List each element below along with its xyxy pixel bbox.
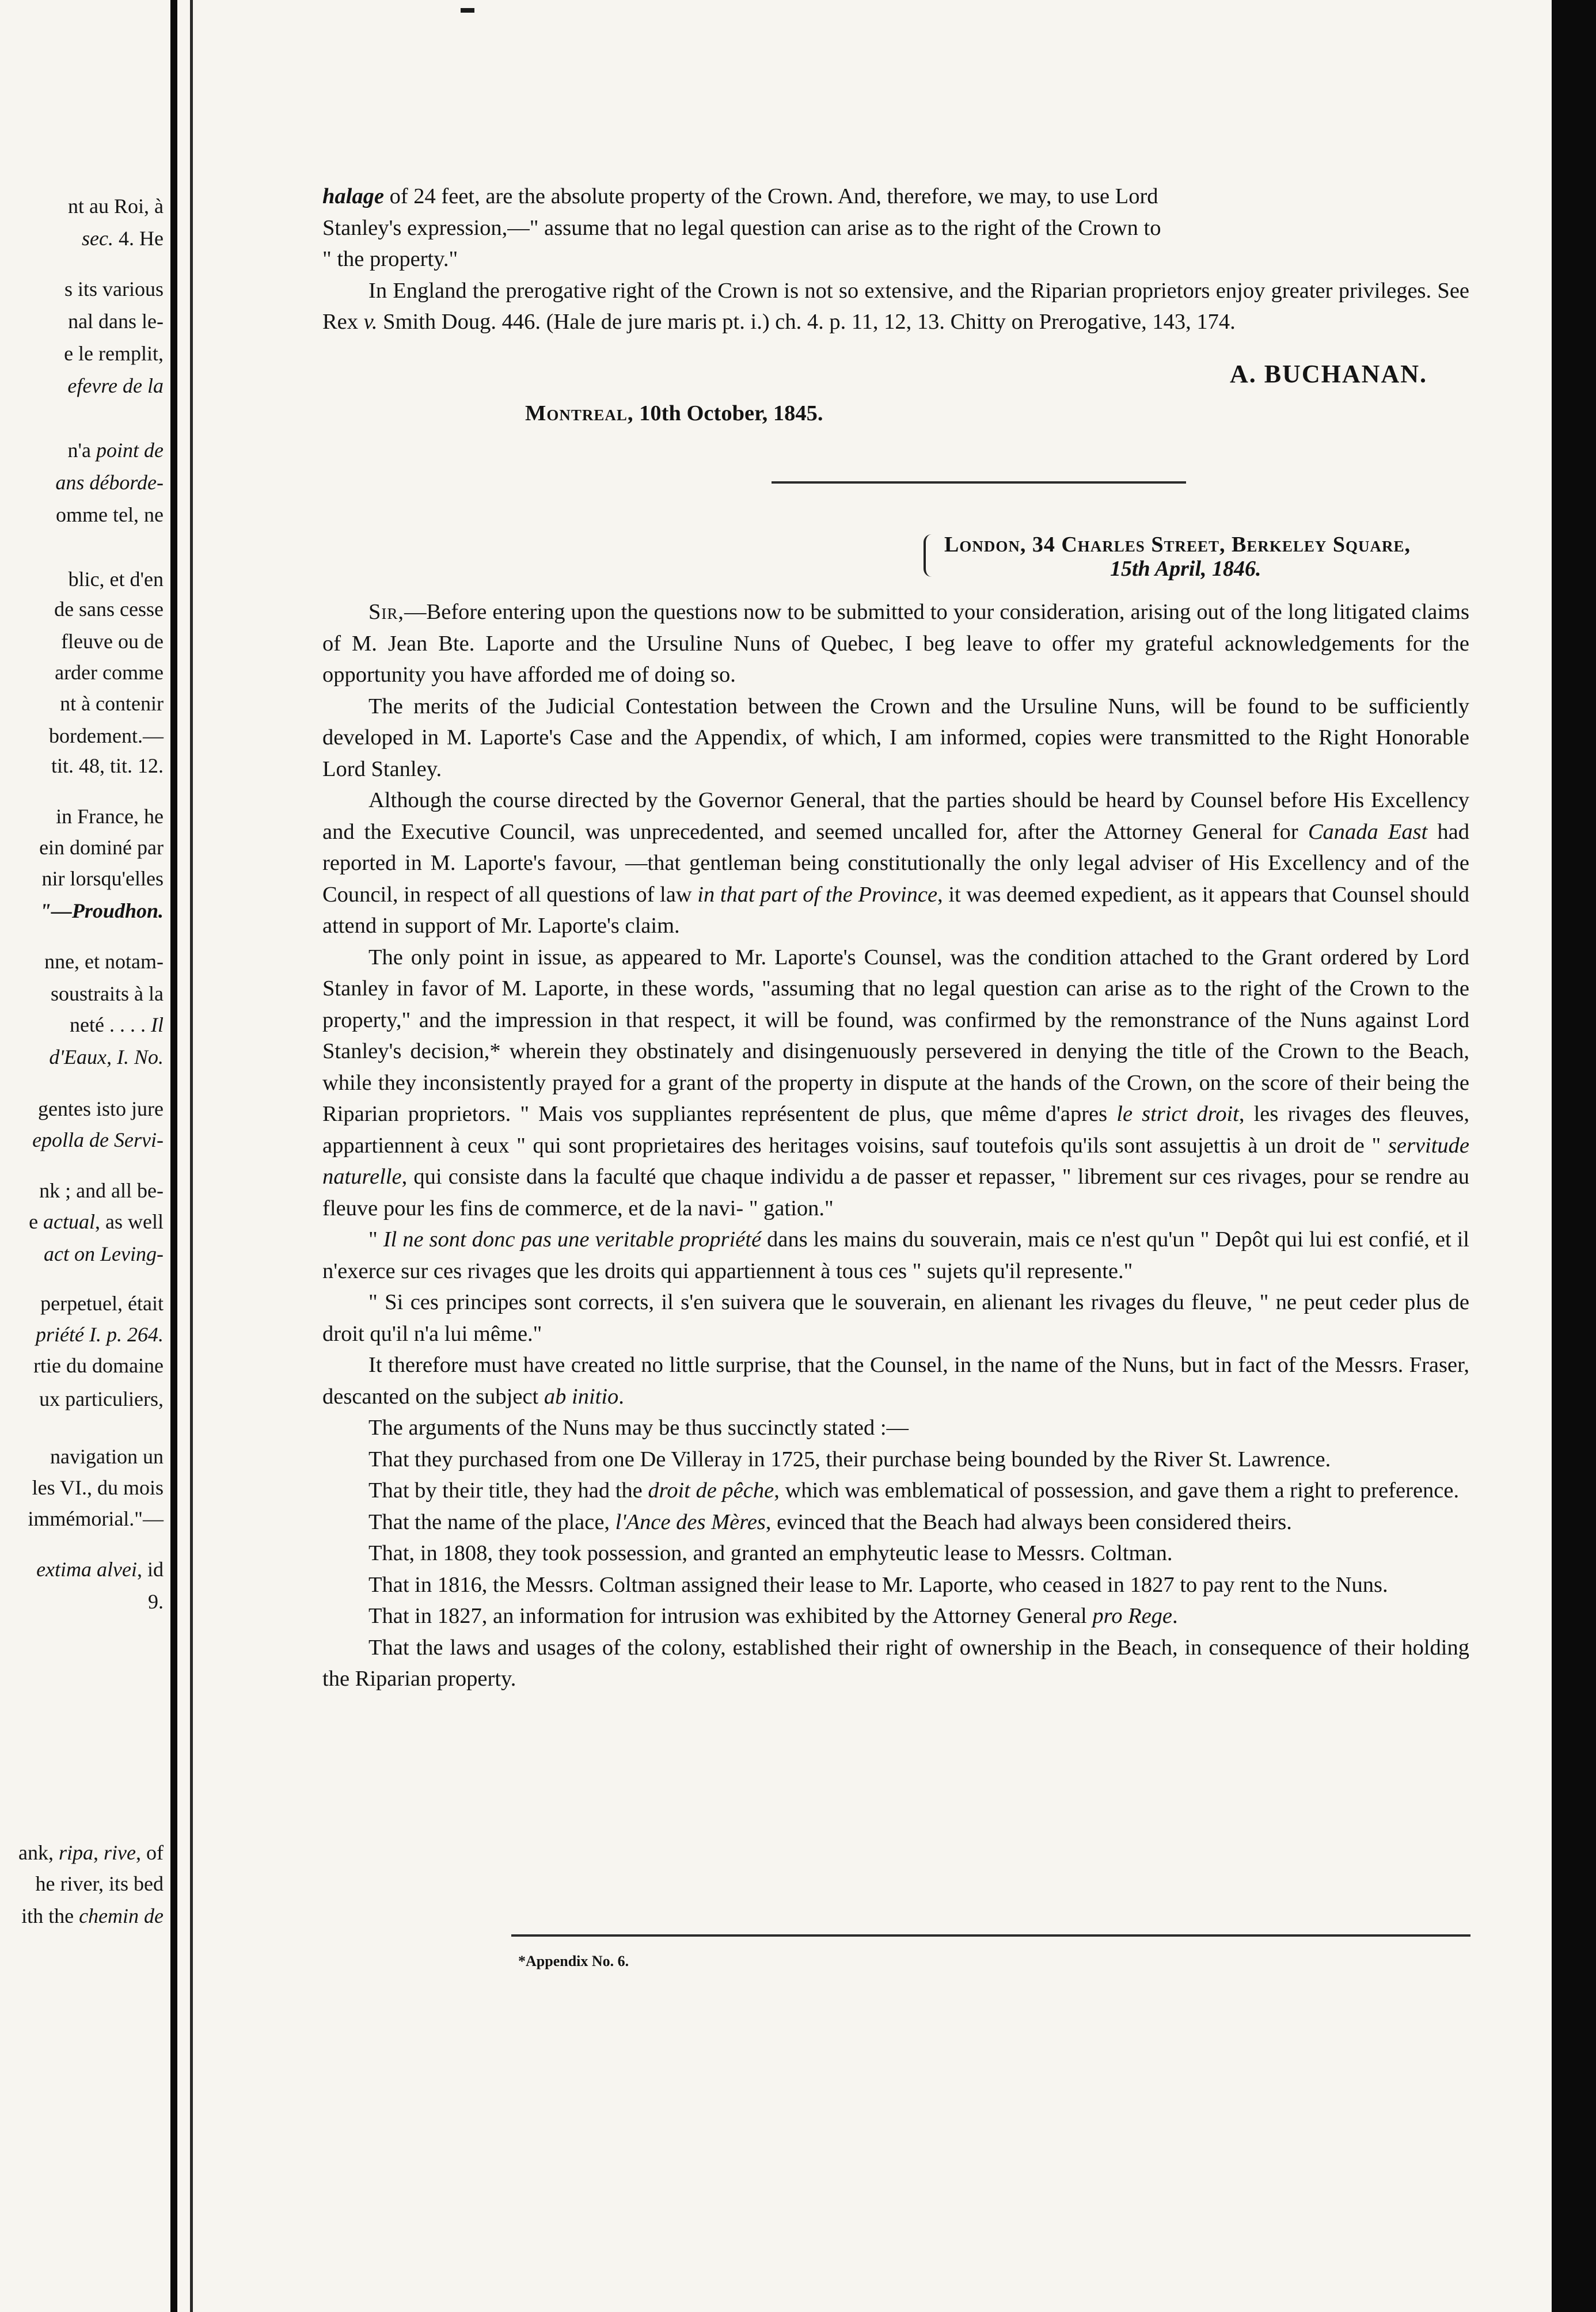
letter-paragraph: That the laws and usages of the colony, established their right of ownership in the Beach, in consequence of their holding the Riparian property. xyxy=(322,1635,1469,1691)
left-text-fragment: gentes isto jure xyxy=(38,1097,164,1120)
left-text-fragment: nt à contenir xyxy=(60,692,164,715)
dateline-date: 10th October, 1845. xyxy=(639,401,823,425)
page-gutter xyxy=(170,0,177,2312)
opening-line-3: " the property." xyxy=(322,247,458,271)
opening-line-2: Stanley's expression,—" assume that no legal question can arise as to the right of the Crown to xyxy=(322,215,1161,240)
letter-paragraph: The only point in issue, as appeared to Mr. Laporte's Counsel, was the condition attached to the Grant ordered by Lord Stanley in favor of M. Laporte, in these words, "assuming that no legal question can arise as to the right of the Crown to the property," and the impression in that respect, it will be found, was confirmed by the remonstrance of the Nuns against Lord Stanley's decision,* wherein they obstinately and disingenuously persevered in denying the title of the Crown to the Beach, while they inconsistently prayed for a grant of the property in dispute at the hands of the Crown, on the score of their being the Riparian proprietors. " Mais vos suppliantes représentent de plus, que même d'apres le strict droit, les rivages des fleuves, appartiennent à ceux " qui sont proprietaires des heritages voisins, sauf toutefois qu'ils sont assujettis à un droit de " servitude naturelle, qui consiste dans la faculté que chaque individu a de passer et repasser, " librement sur ces rivages, pour se rendre au fleuve pour les fins de commerce, et de la navi- " gation." xyxy=(322,945,1470,1220)
letter-paragraph: Sir,—Before entering upon the questions now to be submitted to your consideration, arising out of the long litigated claims of M. Jean Bte. Laporte and the Ursuline Nuns of Quebec, I beg leave to offer my grateful acknowledgements for the opportunity you have afforded me of doing so. xyxy=(322,600,1469,687)
left-text-fragment: n'a point de xyxy=(67,439,164,462)
left-text-fragment: in France, he xyxy=(56,805,164,828)
left-text-fragment: priété I. p. 264. xyxy=(36,1323,164,1346)
halage-word: halage xyxy=(322,184,384,208)
signature: A. BUCHANAN. xyxy=(1230,360,1427,388)
left-text-fragment: "—Proudhon. xyxy=(39,899,164,922)
left-text-fragment: blic, et d'en xyxy=(68,568,164,591)
left-text-fragment: neté . . . . Il xyxy=(70,1013,164,1036)
left-page-fragment xyxy=(0,0,170,2312)
scan-border xyxy=(1552,0,1596,2312)
left-text-fragment: nal dans le- xyxy=(68,310,164,333)
letter-paragraph: That by their title, they had the droit de pêche, which was emblematical of possession, and gave them a right to preference. xyxy=(368,1478,1460,1503)
left-text-fragment: omme tel, ne xyxy=(56,503,164,526)
left-text-fragment: nt au Roi, à xyxy=(68,195,164,218)
left-text-fragment: s its various xyxy=(64,277,164,301)
left-text-fragment: rtie du domaine xyxy=(33,1354,164,1377)
opening-line-1 xyxy=(322,181,1469,212)
letter-paragraph: The merits of the Judicial Contestation between the Crown and the Ursuline Nuns, will be found to be sufficiently developed in M. Laporte's Case and the Appendix, of which, I am informed, copies were transmitted to the Right Honorable Lord Stanley. xyxy=(322,694,1469,781)
left-text-fragment: soustraits à la xyxy=(51,982,164,1005)
left-text-fragment: extima alvei, id xyxy=(36,1558,164,1581)
left-text-fragment: ein dominé par xyxy=(39,836,164,859)
england-paragraph: In England the prerogative right of the Crown is not so extensive, and the Riparian proprietors enjoy greater privileges. See Rex v. Smith Doug. 446. (Hale de jure maris pt. i.) ch. 4. p. 11, 12, 13. Chitty on Prerogative, 143, 174. xyxy=(322,278,1469,334)
letter-paragraph: The arguments of the Nuns may be thus succinctly stated :— xyxy=(368,1416,909,1440)
left-text-fragment: d'Eaux, I. No. xyxy=(49,1045,164,1068)
letter-paragraph: " Il ne sont donc pas une veritable propriété dans les mains du souverain, mais ce n'est qu'un " Depôt qui lui est confié, et il n'exerce sur ces rivages que les droits qui appartiennent à tous ces " sujets qu'il represente." xyxy=(322,1227,1470,1283)
letter-paragraph: That the name of the place, l'Ance des Mères, evinced that the Beach had always been considered theirs. xyxy=(368,1509,1292,1534)
left-text-fragment: de sans cesse xyxy=(54,598,164,621)
letter-body xyxy=(322,596,1469,1695)
section-divider xyxy=(772,481,1186,484)
left-text-fragment: efevre de la xyxy=(67,374,164,397)
dateline xyxy=(525,401,823,426)
address-line-1: London, 34 Charles Street, Berkeley Square, xyxy=(944,533,1411,557)
letter-paragraph: Although the course directed by the Governor General, that the parties should be heard by Counsel before His Excellency and the Executive Council, was unprecedented, and seemed uncalled for, after the Attorney General for Canada East had reported in M. Laporte's favour, —that gentleman being constitutionally the only legal adviser of His Excellency and of the Council, in respect of all questions of law in that part of the Province, it was deemed expedient, as it appears that Counsel should attend in support of Mr. Laporte's claim. xyxy=(322,788,1469,938)
letter-paragraph: That, in 1808, they took possession, and granted an emphyteutic lease to Messrs. Coltman. xyxy=(368,1541,1173,1565)
letter-paragraph: That they purchased from one De Villeray in 1725, their purchase being bounded by the River St. Lawrence. xyxy=(368,1447,1331,1471)
left-text-fragment: navigation un xyxy=(50,1445,164,1468)
left-text-fragment: 9. xyxy=(148,1590,164,1613)
left-text-fragment: e actual, as well xyxy=(29,1210,164,1233)
left-text-fragment: les VI., du mois xyxy=(32,1476,164,1499)
letter-paragraph: It therefore must have created no little surprise, that the Counsel, in the name of the Nuns, but in fact of the Messrs. Fraser, descanted on the subject ab initio. xyxy=(322,1353,1469,1409)
left-text-fragment: fleuve ou de xyxy=(61,630,164,653)
footnote-rule xyxy=(511,1934,1470,1937)
left-text-fragment: e le remplit, xyxy=(64,342,164,365)
letter-paragraph: " Si ces principes sont corrects, il s'en suivera que le souverain, en alienant les rivages du fleuve, " ne peut ceder plus de droit qu'il n'a lui même." xyxy=(322,1290,1469,1346)
left-text-fragment: ank, ripa, rive, of xyxy=(18,1841,164,1864)
left-margin-rule xyxy=(190,0,193,2312)
dateline-place: Montreal, xyxy=(525,401,634,425)
left-text-fragment: he river, its bed xyxy=(35,1872,164,1895)
left-text-fragment: nir lorsqu'elles xyxy=(41,867,164,890)
left-text-fragment: epolla de Servi- xyxy=(32,1128,164,1151)
left-text-fragment: ith the chemin de xyxy=(21,1904,164,1927)
left-text-fragment: arder comme xyxy=(55,661,164,684)
opening-text xyxy=(322,181,1469,338)
address-brace xyxy=(924,534,932,577)
left-text-fragment: ux particuliers, xyxy=(39,1387,164,1410)
opening-line-1-rest: of 24 feet, are the absolute property of the Crown. And, therefore, we may, to use Lord xyxy=(389,184,1158,208)
left-text-fragment: immémorial."— xyxy=(28,1507,164,1530)
letter-paragraph: That in 1816, the Messrs. Coltman assigned their lease to Mr. Laporte, who ceased in 1827 to pay rent to the Nuns. xyxy=(368,1572,1388,1597)
address-line-2: 15th April, 1846. xyxy=(1110,557,1261,581)
footnote: *Appendix No. 6. xyxy=(518,1953,629,1969)
left-text-fragment: sec. 4. He xyxy=(82,227,164,250)
left-text-fragment: perpetuel, était xyxy=(40,1292,164,1315)
left-text-fragment: act on Leving- xyxy=(44,1242,164,1265)
left-text-fragment: nne, et notam- xyxy=(44,950,164,973)
left-text-fragment: nk ; and all be- xyxy=(39,1179,164,1202)
left-text-fragment: bordement.— xyxy=(49,724,164,747)
scan-speck xyxy=(461,8,474,13)
letter-paragraph: That in 1827, an information for intrusion was exhibited by the Attorney General pro Rege. xyxy=(368,1604,1178,1628)
left-text-fragment: tit. 48, tit. 12. xyxy=(51,754,164,777)
left-text-fragment: ans déborde- xyxy=(55,471,164,494)
